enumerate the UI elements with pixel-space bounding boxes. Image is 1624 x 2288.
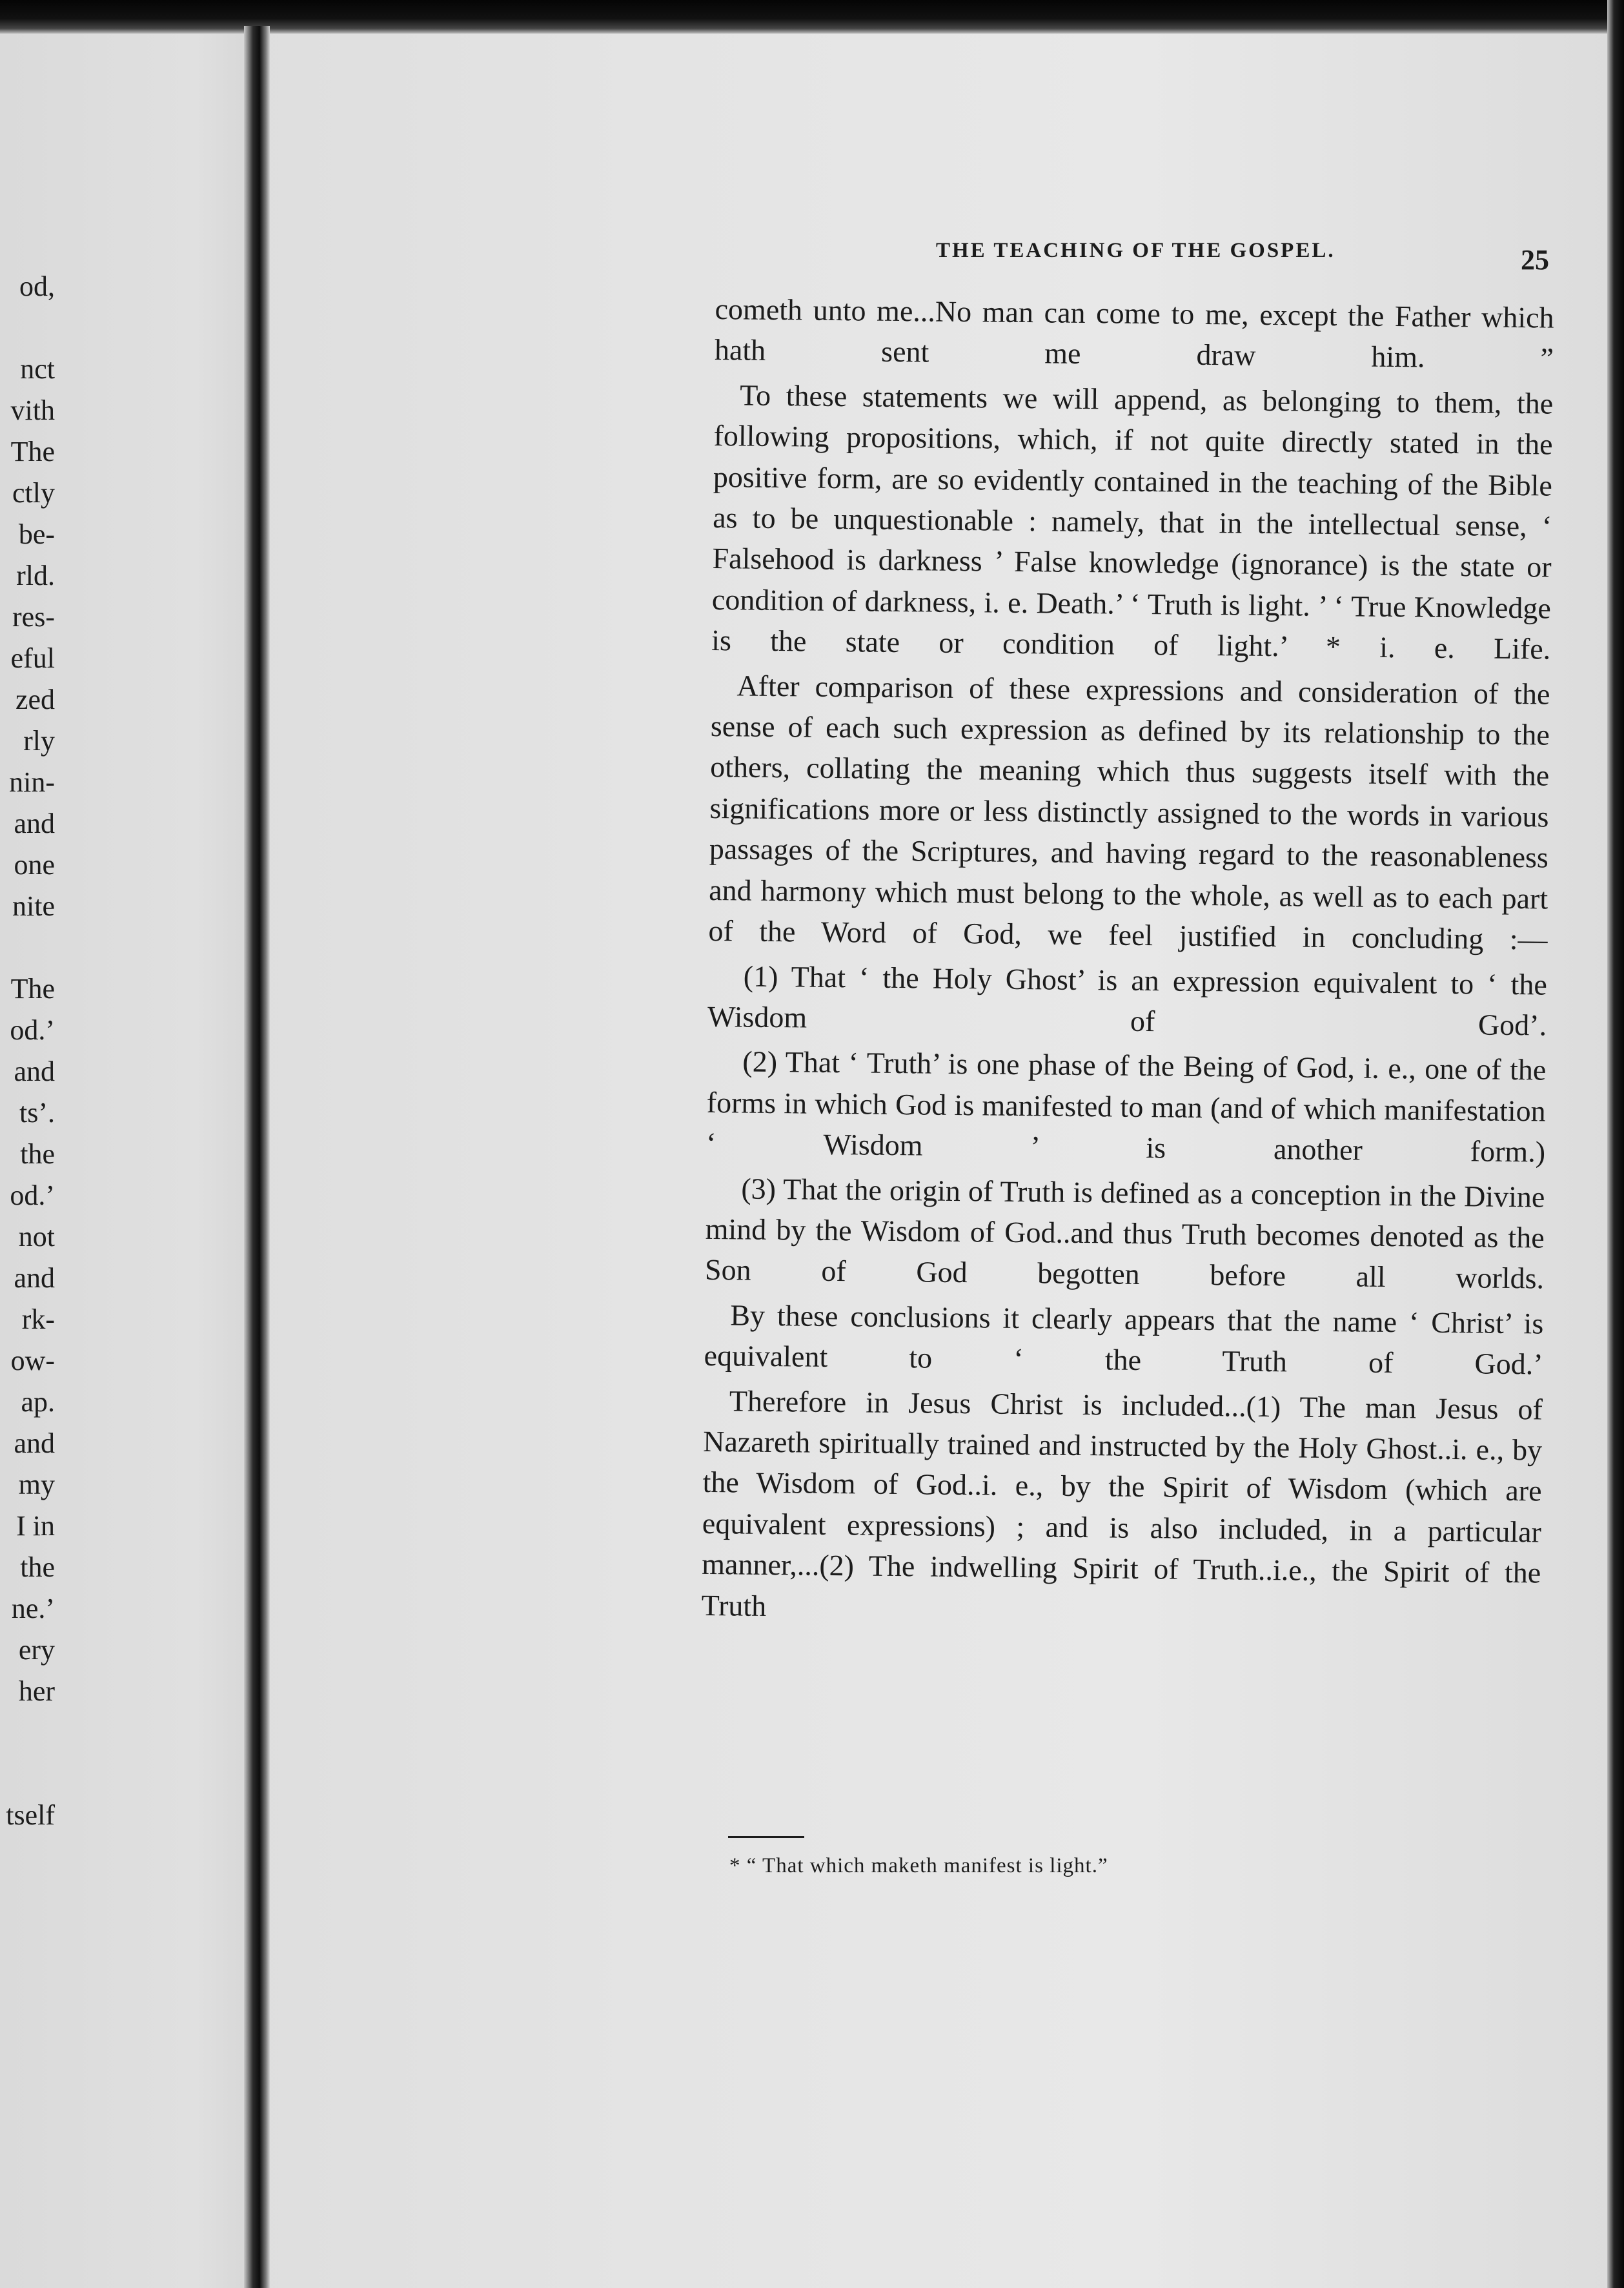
left-page-fragment: zed bbox=[15, 684, 55, 715]
book-gutter bbox=[244, 26, 270, 2288]
left-page-fragment: od.’ bbox=[10, 1014, 55, 1046]
paragraph: Therefore in Jesus Christ is included...(1) The man Jesus of Nazareth spiritually trained and instructed by the Holy Ghost..i. e., by the Wisdom of God..i. e., by the Spirit of Wisdom (which are equivalent expressions) ; and is also included, in a particular manner,...(2) The indwelling Spirit of Truth..i.e., the Spirit of the Truth bbox=[701, 1384, 1543, 1622]
paragraph: To these statements we will append, as belonging to them, the following propositions, which, if not quite directly stated in the positive form, are so evidently contained in the teaching of the Bible as to be unquestionable : namely, that in the intellectual sense, ‘ Falsehood is darkness ’ False knowledge (ignorance) is the state or condition of darkness, i. e. Death.’ ‘ Truth is light. ’ ‘ True Knowledge is the state or condition of light.’ * i. e. Life. bbox=[711, 378, 1554, 666]
left-page-fragment bbox=[0, 1712, 55, 1753]
paragraph: By these conclusions it clearly appears that the name ‘ Christ’ is equivalent to ‘ the Truth of God.’ bbox=[704, 1298, 1544, 1381]
left-page-fragment: ap. bbox=[21, 1386, 55, 1418]
conclusion-item: (2) That ‘ Truth’ is one phase of the Being of God, i. e., one of the forms in which God is manifested to man (and of which manifestation ‘ Wisdom ’ is another form.) bbox=[705, 1045, 1547, 1169]
paragraph: cometh unto me...No man can come to me, except the Father which hath sent me draw him. ” bbox=[714, 292, 1554, 376]
left-page-fragment: rly bbox=[23, 725, 55, 757]
left-page-text-fragments bbox=[0, 266, 55, 1836]
left-page-fragment: be- bbox=[18, 518, 55, 550]
running-head: THE TEACHING OF THE GOSPEL. bbox=[936, 239, 1335, 262]
left-page-fragment: ctly bbox=[12, 477, 55, 509]
left-page-fragment: The bbox=[10, 973, 55, 1005]
left-page-fragment: rld. bbox=[16, 560, 55, 591]
left-page-fragment: eful bbox=[10, 642, 55, 674]
left-page-fragment: the bbox=[20, 1551, 55, 1583]
paragraph: After comparison of these expressions and consideration of the sense of each such expression as defined by its relationship to the others, collating the meaning which thus suggests itself with the significations more or less distinctly assigned to the words in various passages of the Scriptures, and having regard to the reasonableness and harmony which must belong to the whole, as well as to each part of the Word of God, we feel justified in concluding :— bbox=[708, 669, 1550, 956]
footnote-rule bbox=[728, 1836, 804, 1838]
left-page-fragment bbox=[0, 307, 55, 349]
left-page-fragment: The bbox=[10, 436, 55, 467]
left-page-fragment: not bbox=[18, 1221, 55, 1252]
footnote: * “ That which maketh manifest is light.” bbox=[729, 1854, 1108, 1877]
scan-right-edge bbox=[1607, 0, 1624, 2288]
left-page-fragment: tself bbox=[6, 1799, 55, 1831]
left-page-fragment: ne.’ bbox=[11, 1593, 55, 1624]
left-page-fragment bbox=[0, 927, 55, 968]
right-page bbox=[270, 34, 1607, 2288]
left-page-fragment: nite bbox=[12, 890, 55, 922]
left-page-fragment: I in bbox=[16, 1510, 55, 1542]
page-number: 25 bbox=[1521, 244, 1549, 276]
left-page-fragment: one bbox=[14, 849, 55, 881]
left-page-fragment: and bbox=[14, 1056, 55, 1087]
body-text bbox=[701, 289, 1554, 1634]
left-page-fragment: her bbox=[18, 1675, 55, 1707]
left-page-fragment: od, bbox=[19, 271, 55, 302]
left-page-fragment: od.’ bbox=[10, 1180, 55, 1211]
left-page-fragment: ts’. bbox=[19, 1097, 55, 1129]
conclusion-item: (1) That ‘ the Holy Ghost’ is an expression equivalent to ‘ the Wisdom of God’. bbox=[707, 959, 1548, 1042]
left-page-fragment: ow- bbox=[10, 1345, 55, 1376]
left-page-fragment: my bbox=[18, 1469, 55, 1500]
left-page-fragment: res- bbox=[12, 601, 55, 633]
left-page-fragment: rk- bbox=[21, 1303, 55, 1335]
left-page-fragment: ery bbox=[18, 1634, 55, 1666]
left-page-fragment: nin- bbox=[9, 766, 55, 798]
left-page-fragment: vith bbox=[10, 394, 55, 426]
left-page-fragment: nct bbox=[20, 353, 55, 385]
left-page-fragment: and bbox=[14, 808, 55, 839]
left-page-fragment bbox=[0, 1753, 55, 1795]
conclusion-item: (3) That the origin of Truth is defined as a conception in the Divine mind by the Wisdom of God..and thus Truth becomes denoted as the Son of God begotten before all worlds. bbox=[704, 1172, 1545, 1295]
left-page-fragment: and bbox=[14, 1427, 55, 1459]
left-page-fragment: the bbox=[20, 1138, 55, 1170]
left-page-fragment: and bbox=[14, 1262, 55, 1294]
left-page bbox=[0, 34, 244, 2288]
